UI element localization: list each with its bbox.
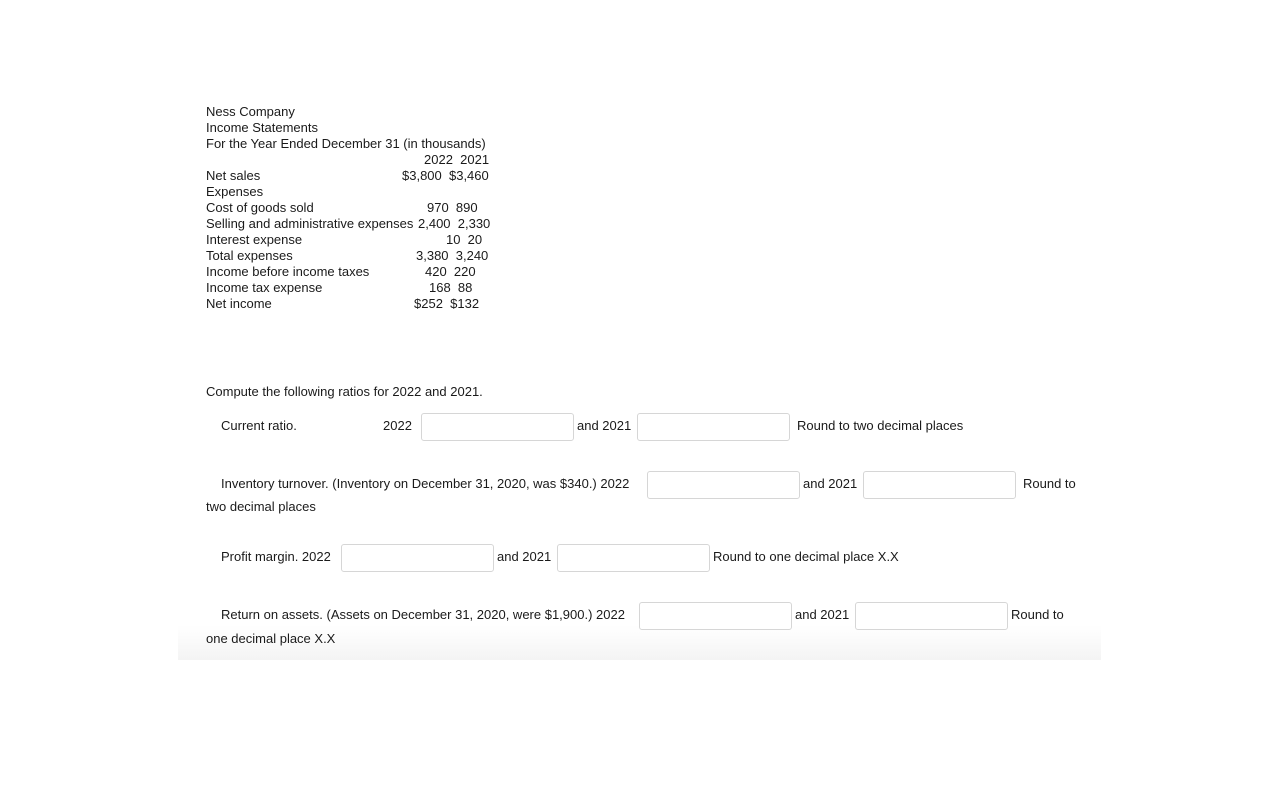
statement-title: Income Statements: [206, 120, 318, 135]
row-label-expenses: Expenses: [206, 184, 264, 199]
row-label-cogs: Cost of goods sold: [206, 200, 314, 215]
statement-period: For the Year Ended December 31 (in thousands): [206, 136, 486, 151]
inventory-turnover-2022-input[interactable]: [647, 471, 800, 499]
row-values-income-before-taxes: 420 220: [425, 264, 476, 279]
row-label-net-sales: Net sales: [206, 168, 261, 183]
current-ratio-label: Current ratio.: [221, 418, 297, 433]
current-ratio-year-2022: 2022: [383, 418, 412, 433]
row-values-net-income: $252 $132: [414, 296, 480, 311]
inventory-turnover-and-2021: and 2021: [803, 476, 858, 491]
inventory-turnover-label: Inventory turnover. (Inventory on December 31, 2020, was $340.) 2022: [221, 476, 630, 491]
profit-margin-2022-input[interactable]: [341, 544, 494, 572]
row-label-net-income: Net income: [206, 296, 272, 311]
return-on-assets-label: Return on assets. (Assets on December 31, 2020, were $1,900.) 2022: [221, 607, 625, 622]
inventory-turnover-rounding-note-cont: two decimal places: [206, 499, 316, 514]
row-label-income-tax: Income tax expense: [206, 280, 323, 295]
row-label-total-expenses: Total expenses: [206, 248, 293, 263]
company-name: Ness Company: [206, 104, 295, 119]
row-label-income-before-taxes: Income before income taxes: [206, 264, 370, 279]
inventory-turnover-2021-input[interactable]: [863, 471, 1016, 499]
row-label-interest: Interest expense: [206, 232, 303, 247]
row-values-total-expenses: 3,380 3,240: [416, 248, 489, 263]
inventory-turnover-rounding-note: Round to: [1023, 476, 1076, 491]
return-on-assets-rounding-note-cont: one decimal place X.X: [206, 631, 336, 646]
current-ratio-rounding-note: Round to two decimal places: [797, 418, 964, 433]
row-values-net-sales: $3,800 $3,460: [402, 168, 489, 183]
instructions-text: Compute the following ratios for 2022 and 2021.: [206, 384, 483, 399]
current-ratio-2021-input[interactable]: [637, 413, 790, 441]
current-ratio-2022-input[interactable]: [421, 413, 574, 441]
row-label-selling-admin: Selling and administrative expenses: [206, 216, 414, 231]
return-on-assets-and-2021: and 2021: [795, 607, 850, 622]
years-header: 2022 2021: [424, 152, 490, 167]
row-values-interest: 10 20: [446, 232, 483, 247]
profit-margin-and-2021: and 2021: [497, 549, 552, 564]
row-values-selling-admin: 2,400 2,330: [418, 216, 491, 231]
return-on-assets-2022-input[interactable]: [639, 602, 792, 630]
return-on-assets-rounding-note: Round to: [1011, 607, 1064, 622]
return-on-assets-2021-input[interactable]: [855, 602, 1008, 630]
row-values-cogs: 970 890: [427, 200, 478, 215]
row-values-income-tax: 168 88: [429, 280, 473, 295]
current-ratio-and-2021: and 2021: [577, 418, 632, 433]
profit-margin-2021-input[interactable]: [557, 544, 710, 572]
profit-margin-rounding-note: Round to one decimal place X.X: [713, 549, 899, 564]
profit-margin-label: Profit margin. 2022: [221, 549, 331, 564]
